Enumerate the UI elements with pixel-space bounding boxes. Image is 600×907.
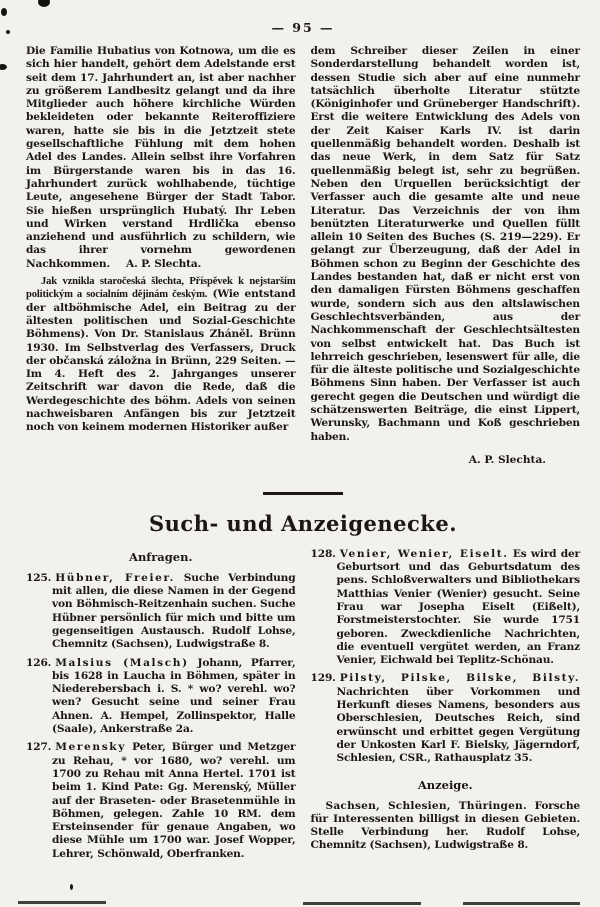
article-paragraph [26,45,296,271]
top-right-column [311,45,581,478]
article-text: (Wie entstand der altböhmische Adel, ein Beitrag zu der ältesten politischen und Sozial-Geschichte Böhmens). Von Dr. Stanislaus Zháněl. Brünn 1930. Im Selbstverlag des Verfassers, Druck der občanská záložna in Brünn, 229 Seiten. — Im 4. Heft des 2. Jahrganges unserer Zeitschrift war davon die Rede, daß die Werdegeschichte des böhm. Adels von seinen nachweisbaren Anfängen bis zur Jetztzeit noch von keinem modernen Historiker außer [26,288,296,434]
inquiry-name: Venier, Wenier, Eiselt. [339,547,509,560]
section-title: Such- und Anzeigenecke. [148,510,458,536]
article-signature: A. P. Slechta. [126,257,202,270]
inquiry-name: Hübner, Freier. [55,571,175,584]
inquiry-text: Suche Verbindung mit allen, die diese Namen in der Gegend von Böhmisch-Reitzenhain suchen. Suche Hübner persönlich für mich und bitte um gegenseitigen Austausch. Rudolf Lohse, Chemnitz (Sachsen), Ludwigstraße 8. [52,571,296,651]
bottom-section [26,548,580,866]
inquiry-item [311,672,581,765]
page-number: — 95 — [271,20,335,35]
ink-speck [70,884,73,890]
inquiry-name: Merensky [55,741,126,754]
inquiry-item [26,657,296,737]
inquiry-text: Nachrichten über Vorkommen und Herkunft dieses Namens, besonders aus Oberschlesien, Deutsches Reich, sind erwünscht und erbittet gegen Vergütung der Unkosten Karl F. Bielsky, Jägerndorf, Schlesien, CSR., Rathausplatz 35. [336,685,580,765]
inquiry-text: Peter, Bürger und Metzger zu Rehau, * vor 1680, wo? verehl. um 1700 zu Rehau mit Anna Hertel. 1701 ist beim 1. Kind Pate: Gg. Merenský, Müller auf der Braseten- oder Brasetenmühle in Böhmen, gelegen. Zahle 10 RM. dem Ersteinsender für genaue Angaben, wo diese Mühle um 1700 war. Josef Wopper, Lehrer, Schönwald, Oberfranken. [52,741,296,860]
article-text: Die Familie Hubatius von Kotnowa, um die es sich hier handelt, gehört dem Adelstande erst seit dem 17. Jahrhundert an, ist aber nachher zu größerem Landbesitz gelangt und da ihre Mitglieder auch höhere kirchliche Würden bekleideten oder bekannte Reiteroffiziere waren, hatte sie bis in die Jetztzeit stete gesellschaftliche Fühlung mit dem hohen Adel des Landes. Allein selbst ihre Vorfahren im Bürgerstande waren bis in das 16. Jahrhundert zurück wohlhabende, tüchtige Leute, angesehene Bürger der Stadt Tabor. Sie hießen ursprünglich Hubatý. Ihr Leben und Wirken verstand Hrdlička ebenso anziehend und ausführlich zu schildern, wie das ihrer vornehm gewordenen Nachkommen. [26,45,296,270]
article-paragraph [26,275,296,435]
scan-edge-line [463,902,580,905]
inquiry-item [311,548,581,668]
inquiry-number: 126. [26,656,52,669]
anzeige-paragraph [311,800,581,853]
article-title: Jak vznikla staročeská šlechta, Příspěvek k nejstarším politickým a socialním dějinám českým. [26,276,296,301]
inquiries-right-column [311,548,581,866]
anzeige-text: Forsche für Interessenten billigst in diesen Gebieten. Stelle Verbindung her. Rudolf Lohse, Chemnitz (Sachsen), Ludwigstraße 8. [310,799,580,852]
article-signature: A. P. Slechta. [468,453,546,466]
inquiry-item [26,741,296,861]
ink-speck [1,8,7,16]
inquiry-text: Johann, Pfarrer, bis 1628 in Laucha in Böhmen, später in Niederebersbach i. S. * wo? verehl. wo? wen? Gesucht seine und seiner Frau Ahnen. A. Hempel, Zollinspektor, Halle (Saale), Ankerstraße 2a. [52,656,296,736]
inquiry-number: 128. [310,547,336,560]
heading-anzeige: Anzeige. [417,777,473,792]
scan-edge-line [303,902,421,905]
ink-speck [6,30,10,34]
section-divider [263,492,343,495]
top-left-column [26,45,296,478]
top-section [26,45,580,478]
inquiry-text: Es wird der Geburtsort und das Geburtsdatum des pens. Schloßverwalters und Bibliothekars Matthias Venier (Wenier) gesucht. Seine Frau war Josepha Eiselt (Eißelt), Forstmeisterstochter. Sie wurde 1751 geboren. Zweckdienliche Nachrichten, die eventuell vergütet werden, an Franz Venier, Eichwald bei Teplitz-Schönau. [336,547,580,667]
inquiry-item [26,572,296,652]
inquiry-number: 125. [26,571,52,584]
inquiry-name: Pilsty, Pilske, Bilske, Bilsty. [339,672,580,685]
ink-speck [0,64,7,70]
inquiry-number: 127. [26,741,52,754]
inquiry-name: Malsius (Malsch) [55,656,189,669]
ink-speck [38,0,50,7]
heading-anfragen: Anfragen. [129,549,193,564]
scan-edge-line [18,901,106,904]
article-paragraph: dem Schreiber dieser Zeilen in einer Sonderdarstellung behandelt worden ist, dessen Studie sich aber auf eine nunmehr tatsächlich überholte Literatur stützte (Königinhofer und Grüneberger Handschrift). Erst die weitere Entwicklung des Adels von der Zeit Kaiser Karls IV. ist darin quellenmäßig behandelt worden. Deshalb ist das neue Werk, in dem Satz für Satz quellenmäßig belegt ist, sehr zu begrüßen. Neben den Urquellen berücksichtigt der Verfasser auch die gesamte alte und neue Literatur. Das Verzeichnis der von ihm benützten Literaturwerke und Quellen füllt allein 10 Seiten des Buches (S. 219—229). Er gelangt zur Überzeugung, daß der Adel in Böhmen schon zu Beginn der Geschichte des Landes bestanden hat, daß er nicht erst von den damaligen Fürsten Böhmens geschaffen wurde, sondern sich aus den altslawischen Geschlechtsverbänden, aus der Nachkommenschaft der Geschlechtsältesten von selbst entwickelt hat. Das Buch ist lehrreich geschrieben, lesenswert für alle, die für die älteste politische und Sozialgeschichte Böhmens Sinn haben. Der Verfasser ist auch gerecht gegen die Deutschen und würdigt die schätzenswerten Beiträge, die einst Lippert, Werunsky, Bachmann und Koß geschrieben haben. [310,45,580,443]
anzeige-lead: Sachsen, Schlesien, Thüringen. [325,799,527,812]
inquiries-left-column [26,548,296,866]
inquiry-number: 129. [310,672,336,685]
